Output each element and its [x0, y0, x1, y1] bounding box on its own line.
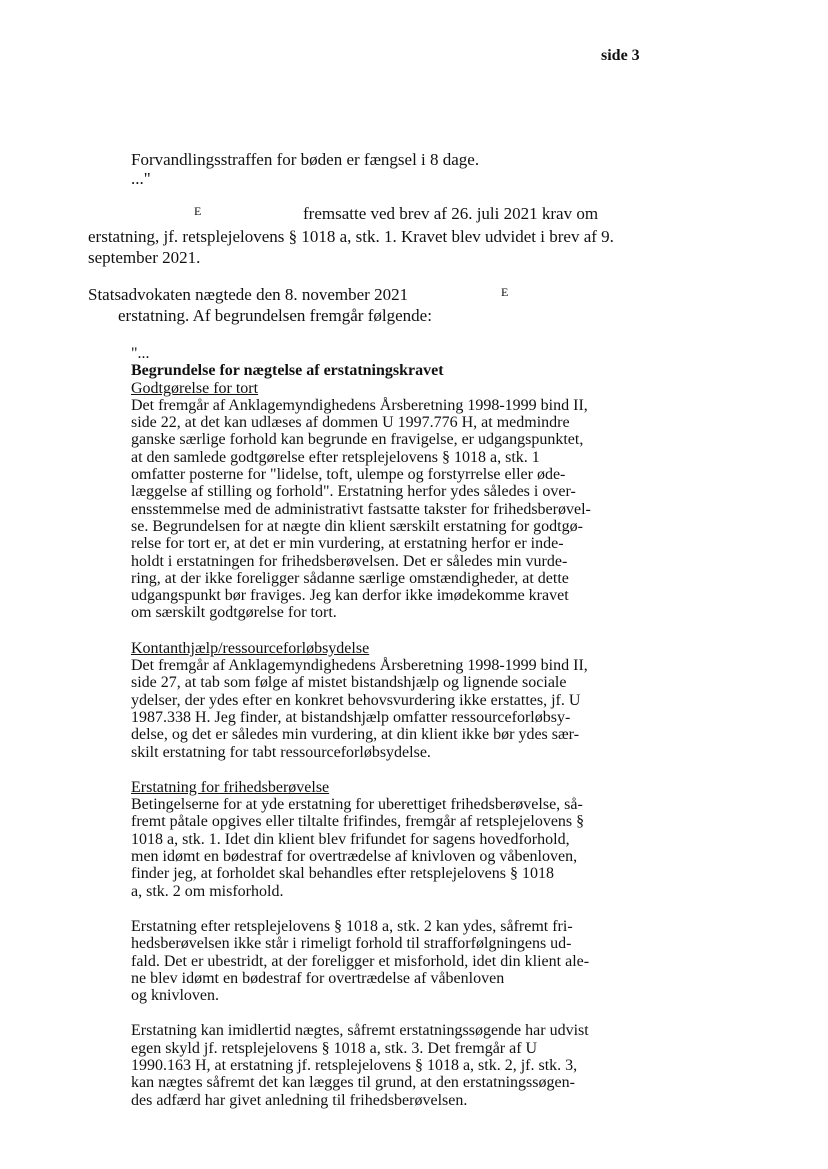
para4-line: og knivloven.	[131, 987, 219, 1005]
section-tort-line: ensstemmelse med de administrativt fastsatte takster for frihedsberøvel-	[131, 500, 591, 518]
section-tort-line: læggelse af stilling og forhold". Erstatning herfor ydes således i over-	[131, 483, 576, 501]
quote-heading: Begrundelse for nægtelse af erstatningskravet	[131, 362, 444, 380]
para4-line: Erstatning efter retsplejelovens § 1018 a, stk. 2 kan ydes, såfremt fri-	[131, 917, 573, 935]
intro-line-2: ..."	[131, 169, 151, 188]
section-title-kontanthjaelp: Kontanthjælp/ressourceforløbsydelse	[131, 639, 370, 657]
section-kontanthjaelp-line: side 27, at tab som følge af mistet bistandshjælp og lignende sociale	[131, 674, 567, 692]
quoted-decision	[131, 345, 611, 1109]
para5-line: 1990.163 H, at erstatning jf. retsplejelovens § 1018 a, stk. 2, jf. stk. 3,	[131, 1056, 578, 1074]
section-kontanthjaelp-line: delse, og det er således min vurdering, at din klient ikke bør ydes sær-	[131, 726, 580, 744]
refusal-line-1: Statsadvokaten nægtede den 8. november 2021	[88, 285, 409, 304]
section-tort-line: holdt i erstatningen for frihedsberøvelsen. Det er således min vurde-	[131, 552, 568, 570]
section-tort-line: om særskilt godtgørelse for tort.	[131, 604, 337, 622]
para5-line: kan nægtes såfremt det kan lægges til grund, at den erstatningssøgen-	[131, 1074, 575, 1092]
section-kontanthjaelp-line: skilt erstatning for tabt ressourceforløbsydelse.	[131, 743, 431, 761]
quote-open: "...	[131, 345, 150, 362]
claim-line-2: erstatning, jf. retsplejelovens § 1018 a, stk. 1. Kravet blev udvidet i brev af 9.	[88, 227, 614, 246]
refusal-line-2: erstatning. Af begrundelsen fremgår følgende:	[118, 306, 432, 325]
section-tort-line: se. Begrundelsen for at nægte din klient særskilt erstatning for godtgø-	[131, 517, 583, 535]
claim-line-3: september 2021.	[88, 248, 201, 267]
section-frihed-line: finder jeg, at forholdet skal behandles efter retsplejelovens § 1018	[131, 865, 554, 883]
claim-line-1: fremsatte ved brev af 26. juli 2021 krav om	[303, 204, 599, 223]
intro-line-1: Forvandlingsstraffen for bøden er fængsel i 8 dage.	[131, 150, 480, 169]
section-tort-line: Det fremgår af Anklagemyndighedens Årsberetning 1998-1999 bind II,	[131, 396, 588, 414]
section-tort-line: side 22, at det kan udlæses af dommen U 1997.776 H, at medmindre	[131, 414, 570, 432]
section-tort-line: udgangspunkt bør fraviges. Jeg kan derfor ikke imødekomme kravet	[131, 587, 569, 605]
section-title-tort: Godtgørelse for tort	[131, 379, 259, 397]
redacted-name-marker-2: E	[501, 285, 509, 299]
section-kontanthjaelp-line: 1987.338 H. Jeg finder, at bistandshjælp omfatter ressourceforløbsy-	[131, 708, 571, 726]
redacted-name-marker: E	[194, 204, 202, 218]
section-frihed-line: a, stk. 2 om misforhold.	[131, 882, 284, 900]
section-title-frihedsberoevelse: Erstatning for frihedsberøvelse	[131, 778, 330, 796]
para4-line: hedsberøvelsen ikke står i rimeligt forhold til strafforfølgningens ud-	[131, 935, 572, 953]
section-kontanthjaelp-line: ydelser, der ydes efter en konkret behovsvurdering ikke erstattes, jf. U	[131, 691, 581, 709]
para5-line: egen skyld jf. retsplejelovens § 1018 a, stk. 3. Det fremgår af U	[131, 1039, 538, 1057]
para5-line: Erstatning kan imidlertid nægtes, såfremt erstatningssøgende har udvist	[131, 1022, 589, 1040]
page-number: side 3	[601, 47, 640, 64]
section-tort-line: ring, at der ikke foreligger sådanne særlige omstændigheder, at dette	[131, 569, 569, 587]
section-tort-line: omfatter posterne for "lidelse, toft, ulempe og forstyrrelse eller øde-	[131, 466, 566, 484]
para5-line: des adfærd har givet anledning til frihedsberøvelsen.	[131, 1091, 468, 1109]
section-frihed-line: fremt påtale opgives eller tiltalte frifindes, fremgår af retsplejelovens §	[131, 813, 585, 831]
section-frihed-line: 1018 a, stk. 1. Idet din klient blev frifundet for sagens hovedforhold,	[131, 830, 570, 848]
section-tort-line: at den samlede godtgørelse efter retsplejelovens § 1018 a, stk. 1	[131, 448, 540, 466]
section-frihed-line: men idømt en bødestraf for overtrædelse af knivloven og våbenloven,	[131, 848, 578, 866]
section-frihed-line: Betingelserne for at yde erstatning for uberettiget frihedsberøvelse, så-	[131, 796, 583, 814]
section-tort-line: relse for tort er, at det er min vurdering, at erstatning herfor er inde-	[131, 535, 564, 553]
para4-line: ne blev idømt en bødestraf for overtrædelse af våbenloven	[131, 969, 505, 987]
para4-line: fald. Det er ubestridt, at der foreligger et misforhold, idet din klient ale-	[131, 952, 590, 970]
section-tort-line: ganske særlige forhold kan begrunde en fravigelse, er udgangspunktet,	[131, 431, 584, 449]
section-kontanthjaelp-line: Det fremgår af Anklagemyndighedens Årsberetning 1998-1999 bind II,	[131, 657, 588, 675]
